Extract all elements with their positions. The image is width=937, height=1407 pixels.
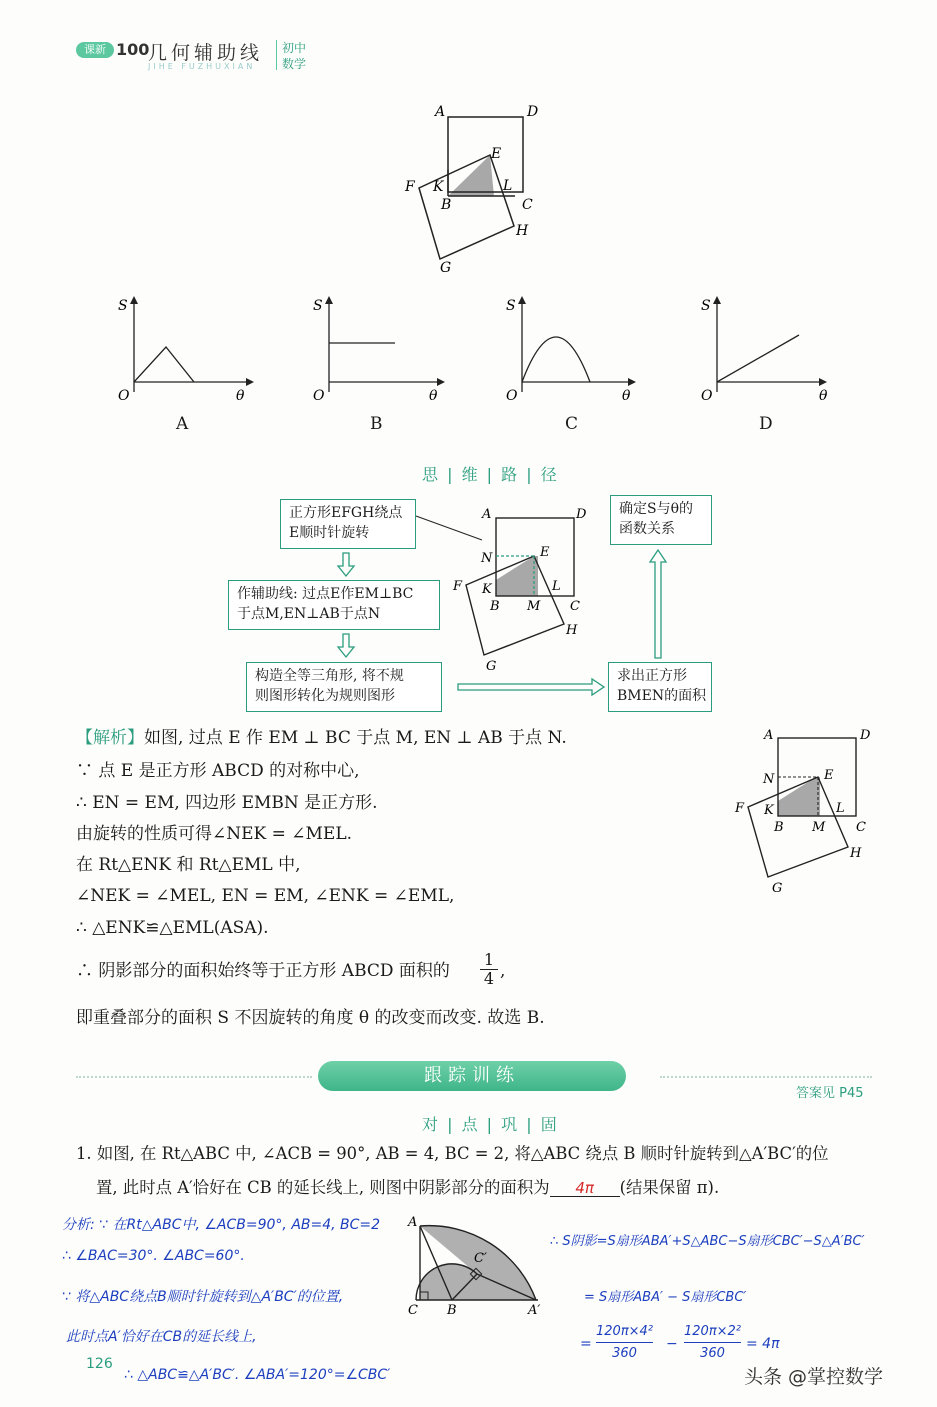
svg-text:N: N bbox=[481, 551, 493, 566]
solution-line-8: ∴ 阴影部分的面积始终等于正方形 ABCD 面积的 bbox=[76, 961, 450, 981]
svg-text:G: G bbox=[486, 659, 497, 674]
handwriting-analysis-3: ∵ 将△ABC绕点B顺时针旋转到△A′BC′的位置, bbox=[62, 1289, 344, 1305]
figure-auxiliary-lines bbox=[448, 500, 613, 680]
label-g: G bbox=[440, 260, 452, 276]
option-a-letter: A bbox=[176, 414, 189, 434]
svg-text:S: S bbox=[701, 298, 711, 314]
svg-text:θ: θ bbox=[429, 388, 438, 404]
svg-text:C′: C′ bbox=[474, 1251, 487, 1266]
handwriting-frac-2: 120π×2² 360 bbox=[684, 1324, 742, 1361]
answer-blank[interactable] bbox=[550, 1180, 620, 1197]
svg-text:N: N bbox=[763, 772, 775, 787]
question-1-line-1: 1. 如图, 在 Rt△ABC 中, ∠ACB = 90°, AB = 4, BC = 2, 将△ABC 绕点 B 顺时针旋转到△A′BC′的位 bbox=[76, 1144, 829, 1163]
svg-text:G: G bbox=[772, 881, 783, 896]
svg-text:S: S bbox=[118, 298, 128, 314]
svg-text:B: B bbox=[447, 1303, 457, 1317]
svg-text:F: F bbox=[453, 579, 463, 594]
svg-text:θ: θ bbox=[819, 388, 828, 404]
fraction-tail: , bbox=[500, 961, 506, 981]
svg-text:D: D bbox=[576, 507, 587, 522]
svg-text:A: A bbox=[482, 507, 492, 522]
handwriting-analysis-4: 此时点A′恰好在CB的延长线上, bbox=[66, 1329, 257, 1345]
watermark: 头条 @掌控数学 bbox=[744, 1366, 884, 1388]
figure-rotation-sector bbox=[404, 1212, 554, 1317]
handwriting-minus: − bbox=[666, 1336, 678, 1352]
option-b-letter: B bbox=[370, 414, 383, 434]
solution-line-6: ∠NEK = ∠MEL, EN = EM, ∠ENK = ∠EML, bbox=[76, 886, 455, 906]
handwriting-equals: = bbox=[580, 1336, 592, 1352]
svg-text:C: C bbox=[570, 599, 580, 614]
svg-text:L: L bbox=[836, 801, 845, 816]
solution-line-4: 由旋转的性质可得∠NEK = ∠MEL. bbox=[76, 824, 353, 844]
label-d: D bbox=[527, 104, 539, 120]
label-c: C bbox=[522, 197, 533, 213]
label-e: E bbox=[491, 146, 502, 162]
label-a: A bbox=[435, 104, 446, 120]
option-d-letter: D bbox=[759, 414, 773, 434]
svg-text:C: C bbox=[856, 820, 866, 835]
solution-tag: 【解析】 bbox=[76, 728, 144, 748]
svg-text:S: S bbox=[506, 298, 516, 314]
solution-line-2: ∵ 点 E 是正方形 ABCD 的对称中心, bbox=[76, 761, 360, 781]
handwriting-analysis-5: ∴ △ABC≌△A′BC′. ∠ABA′=120°=∠CBC′ bbox=[124, 1367, 391, 1383]
svg-text:O: O bbox=[701, 388, 713, 404]
svg-text:O: O bbox=[313, 388, 325, 404]
page-number: 126 bbox=[86, 1356, 113, 1372]
header-title: 几何辅助线 bbox=[148, 42, 264, 64]
header-grade-1: 初中 bbox=[282, 41, 307, 55]
svg-text:A′: A′ bbox=[528, 1303, 541, 1317]
label-h: H bbox=[516, 223, 529, 239]
flow-box-rotate: 正方形EFGH绕点 E顺时针旋转 bbox=[280, 499, 416, 549]
solution-line-3: ∴ EN = EM, 四边形 EMBN 是正方形. bbox=[76, 793, 378, 813]
question-1-line-2: 置, 此时点 A′恰好在 CB 的延长线上, 则图中阴影部分的面积为 4π (结果保留 π). bbox=[96, 1178, 720, 1197]
answer-reference: 答案见 P45 bbox=[796, 1086, 864, 1101]
svg-text:θ: θ bbox=[622, 388, 631, 404]
svg-text:θ: θ bbox=[236, 388, 245, 404]
handwriting-area-1: ∴ S阴影=S扇形ABA′+S△ABC−S扇形CBC′−S△A′BC′ bbox=[550, 1234, 865, 1249]
label-b: B bbox=[441, 197, 452, 213]
flow-box-relation: 确定S与θ的 函数关系 bbox=[610, 495, 712, 545]
handwriting-analysis-1: 分析: ∵ 在Rt△ABC中, ∠ACB=90°, AB=4, BC=2 bbox=[62, 1217, 381, 1233]
solution-line-5: 在 Rt△ENK 和 Rt△EML 中, bbox=[76, 855, 301, 875]
thinking-path-title: 思 | 维 | 路 | 径 bbox=[422, 465, 559, 484]
handwriting-area-2: = S扇形ABA′ − S扇形CBC′ bbox=[584, 1290, 747, 1305]
svg-text:C: C bbox=[408, 1303, 418, 1317]
option-c-letter: C bbox=[565, 414, 579, 434]
svg-text:A: A bbox=[408, 1215, 418, 1230]
handwritten-answer: 4π bbox=[575, 1179, 594, 1197]
svg-text:D: D bbox=[860, 728, 871, 743]
handwriting-frac-1: 120π×4² 360 bbox=[596, 1324, 654, 1361]
label-f: F bbox=[405, 179, 415, 195]
solution-line-1: 【解析】如图, 过点 E 作 EM ⊥ BC 于点 M, EN ⊥ AB 于点 N. bbox=[76, 728, 567, 748]
flow-box-auxiliary: 作辅助线: 过点E作EM⊥BC 于点M,EN⊥AB于点N bbox=[228, 580, 440, 630]
svg-text:L: L bbox=[552, 579, 561, 594]
svg-text:M: M bbox=[527, 599, 541, 614]
svg-text:A: A bbox=[764, 728, 774, 743]
svg-text:E: E bbox=[540, 545, 550, 560]
handwriting-result: = 4π bbox=[746, 1336, 780, 1352]
flow-box-area: 求出正方形 BMEN的面积 bbox=[608, 662, 712, 712]
svg-text:M: M bbox=[812, 820, 826, 835]
svg-text:H: H bbox=[850, 846, 862, 861]
svg-text:O: O bbox=[118, 388, 130, 404]
svg-text:K: K bbox=[764, 803, 774, 818]
svg-text:H: H bbox=[566, 623, 578, 638]
svg-text:O: O bbox=[506, 388, 518, 404]
header-grade-2: 数学 bbox=[282, 57, 307, 71]
label-k: K bbox=[433, 179, 444, 195]
label-l: L bbox=[503, 178, 513, 194]
consolidate-title: 对 | 点 | 巩 | 固 bbox=[422, 1115, 559, 1134]
banner-rule-left bbox=[76, 1076, 312, 1078]
svg-text:E: E bbox=[824, 768, 834, 783]
header-number: 100 bbox=[116, 40, 150, 59]
svg-text:K: K bbox=[482, 582, 492, 597]
solution-line-9: 即重叠部分的面积 S 不因旋转的角度 θ 的改变而改变. 故选 B. bbox=[76, 1008, 545, 1028]
figure-solution bbox=[730, 725, 880, 900]
header-pinyin: JIHE FUZHUXIAN bbox=[148, 62, 256, 71]
banner-rule-right bbox=[660, 1076, 872, 1078]
solution-line-7: ∴ △ENK≌△EML(ASA). bbox=[76, 918, 269, 938]
series-badge: 课新 bbox=[76, 42, 114, 58]
svg-text:B: B bbox=[774, 820, 784, 835]
svg-text:B: B bbox=[490, 599, 500, 614]
fraction-one-quarter: 1 4 bbox=[480, 951, 498, 988]
handwriting-analysis-2: ∴ ∠BAC=30°. ∠ABC=60°. bbox=[62, 1248, 245, 1264]
svg-text:F: F bbox=[735, 801, 745, 816]
flow-box-congruent: 构造全等三角形, 将不规 则图形转化为规则图形 bbox=[246, 662, 442, 712]
training-banner: 跟踪训练 bbox=[318, 1061, 626, 1091]
svg-text:S: S bbox=[313, 298, 323, 314]
